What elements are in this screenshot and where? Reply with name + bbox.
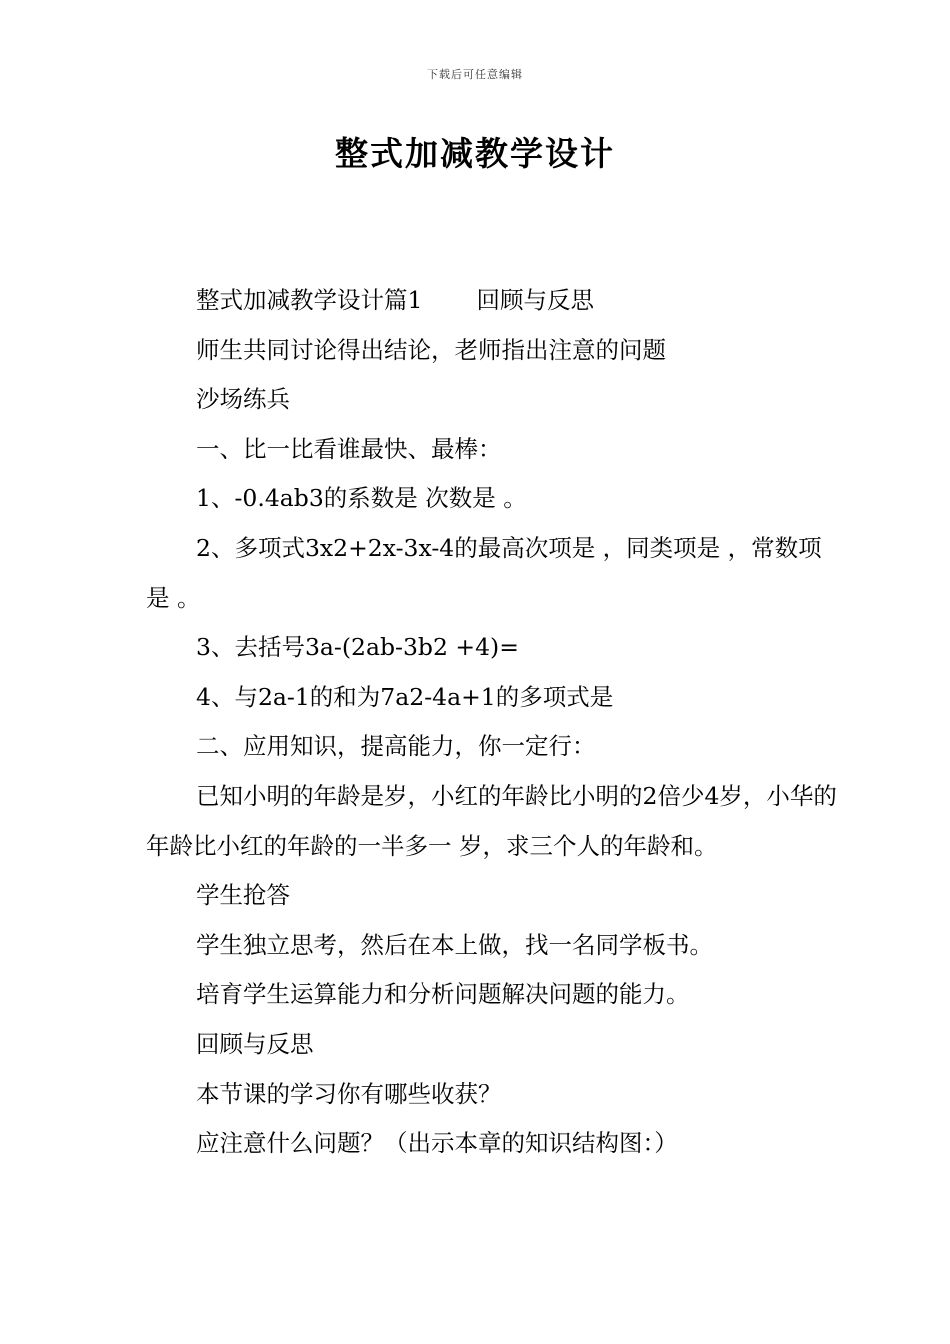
document-title: 整式加减教学设计 <box>335 134 615 173</box>
paragraph: 师生共同讨论得出结论，老师指出注意的问题 <box>196 335 666 364</box>
paragraph: 本节课的学习你有哪些收获？ <box>196 1079 502 1108</box>
exercise-item: 2、多项式3x2+2x-3x-4的最高次项是 ，同类项是 ，常数项是 。 <box>146 533 822 612</box>
paragraph-section-heading <box>146 276 838 326</box>
paragraph: 应注意什么问题？（出示本章的知识结构图：） <box>196 1129 678 1158</box>
paragraph: 沙场练兵 <box>196 385 290 414</box>
exercise-item: 4、与2a-1的和为7a2-4a+1的多项式是 <box>196 682 614 711</box>
paragraph: 回顾与反思 <box>196 1029 314 1058</box>
paragraph: 学生独立思考，然后在本上做，找一名同学板书。 <box>196 930 713 959</box>
paragraph: 培育学生运算能力和分析问题解决问题的能力。 <box>196 980 690 1009</box>
section-heading-text: 整式加减教学设计篇1 <box>196 286 423 314</box>
exercise-item: 3、去括号3a-(2ab-3b2 +4)= <box>196 633 519 662</box>
paragraph: 一、比一比看谁最快、最棒： <box>196 434 502 463</box>
exercise-item: 1、-0.4ab3的系数是 次数是 。 <box>196 484 527 513</box>
word-problem: 已知小明的年龄是岁，小红的年龄比小明的2倍少4岁，小华的年龄比小红的年龄的一半多一 岁，求三个人的年龄和。 <box>146 781 837 860</box>
section-heading-trail: 回顾与反思 <box>476 286 594 314</box>
header-note: 下载后可任意编辑 <box>427 68 523 81</box>
document-body <box>146 276 838 1169</box>
paragraph: 学生抢答 <box>196 881 290 910</box>
paragraph: 二、应用知识，提高能力，你一定行： <box>196 732 596 761</box>
